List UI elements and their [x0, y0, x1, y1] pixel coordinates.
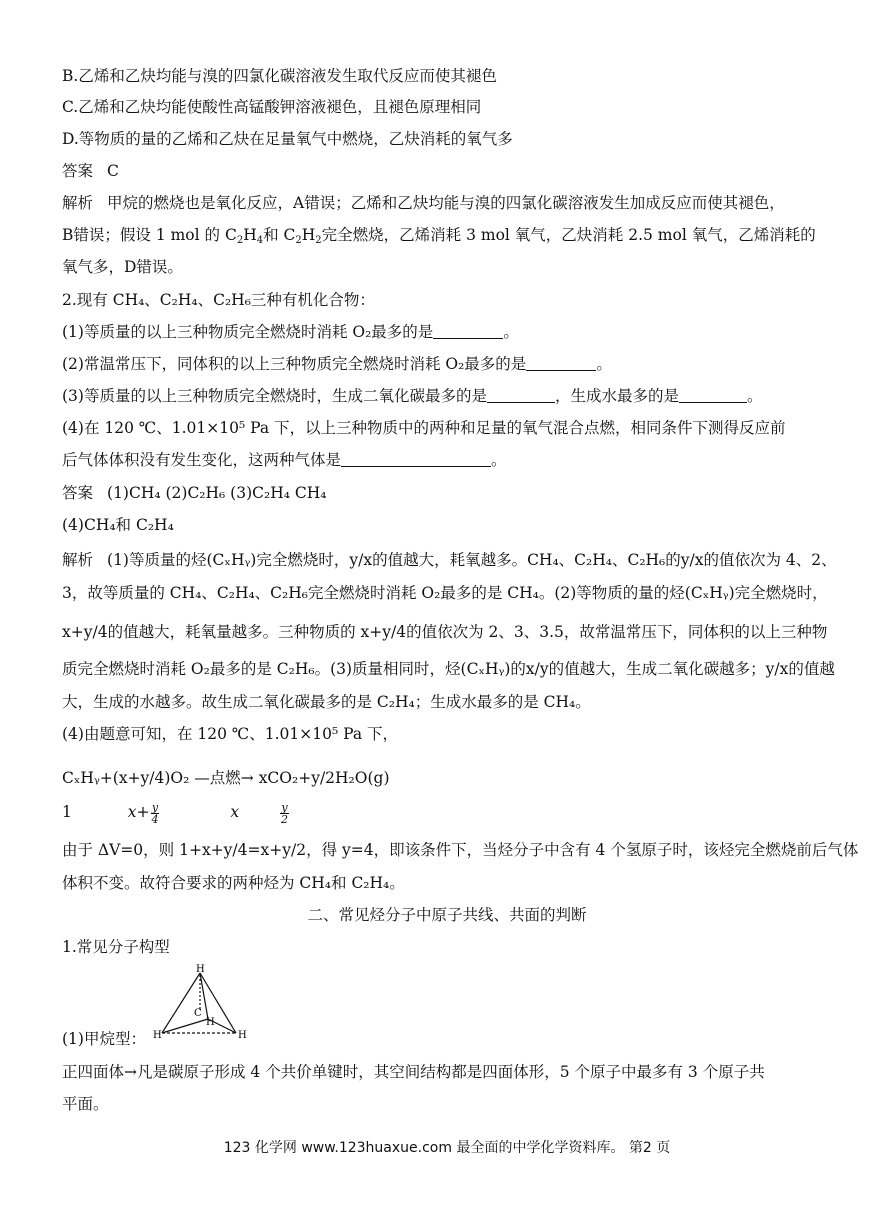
answer-value: (1)CH₄ (2)C₂H₆ (3)C₂H₄ CH₄: [107, 484, 327, 502]
q1-analysis-line-1: [62, 191, 836, 215]
q2-part-2: [62, 352, 836, 376]
analysis-text: 甲烷的燃烧也是氧化反应，A错误；乙烯和乙炔均能与溴的四氯化碳溶液发生加成反应而使其褪色，: [107, 194, 785, 212]
q1-analysis-line-2: B错误；假设 1 mol 的 $C_2H_4$和 $C_2H_2$完全燃烧，乙烯消耗 3 mol 氧气，乙炔消耗 2.5 mol 氧气，乙烯消耗的: [62, 226, 816, 246]
q2-answer-line-1: [62, 481, 836, 505]
q2-analysis-line-8: 体积不变。故符合要求的两种烃为 CH₄和 C₂H₄。: [62, 874, 405, 892]
period: 。: [596, 355, 612, 373]
period: 。: [746, 387, 763, 405]
q2-analysis-line-5: 大，生成的水越多。故生成二氧化碳最多的是 C₂H₄；生成水最多的是 CH₄。: [62, 693, 591, 711]
answer-value: C: [107, 162, 119, 180]
analysis-label: 解析: [62, 551, 94, 569]
answer-blank[interactable]: [487, 386, 555, 403]
q2-analysis-line-4: 质完全燃烧时消耗 O₂最多的是 C₂H₆。(3)质量相同时，烃(CₓHᵧ)的x/y的值越大，生成二氧化碳越多；y/x的值越: [62, 660, 835, 678]
subsection-title: 1.常见分子构型: [62, 938, 170, 956]
methane-desc-line-2: 平面。: [62, 1095, 109, 1113]
combustion-equation: CₓHᵧ+(x+y/4)O₂ —点燃→ xCO₂+y/2H₂O(g): [62, 769, 390, 787]
answer-blank[interactable]: [341, 450, 491, 467]
period: 。: [503, 323, 519, 341]
answer-label: 答案: [62, 162, 94, 180]
answer-blank[interactable]: [679, 386, 747, 403]
answer-label: 答案: [62, 484, 94, 502]
q2-answer-line-2: (4)CH₄和 C₂H₄: [62, 516, 174, 534]
atom-h: H: [206, 1017, 215, 1028]
analysis-fragment: 和 C: [263, 226, 296, 244]
page-footer: 123 化学网 www.123huaxue.com 最全面的中学化学资料库。 第2 页: [223, 1140, 671, 1156]
ratio-hydrocarbon: 1: [62, 803, 72, 821]
q2-stem: 2.现有 CH₄、C₂H₄、C₂H₆三种有机化合物：: [62, 291, 375, 309]
option-b: B.乙烯和乙炔均能与溴的四氯化碳溶液发生取代反应而使其褪色: [62, 67, 497, 85]
q2-analysis-line-6: (4)由题意可知，在 120 ℃、1.01×10⁵ Pa 下，: [62, 725, 398, 743]
question-text: (2)常温常压下，同体积的以上三种物质完全燃烧时消耗 O₂最多的是: [62, 355, 527, 373]
q2-analysis-line-7: 由于 ΔV=0，则 1+x+y/4=x+y/2，得 y=4，即该条件下，当烃分子中含有 4 个氢原子时，该烃完全燃烧前后气体: [62, 841, 859, 859]
ratio-row: 1 x+ $\frac{y}{4}$ x $\frac{y}{2}$: [62, 800, 288, 826]
analysis-fragment: H: [301, 226, 316, 244]
period: 。: [491, 451, 507, 469]
methane-desc-line-1: 正四面体→凡是碳原子形成 4 个共价单键时，其空间结构都是四面体形，5 个原子中最多有 3 个原子共: [62, 1063, 765, 1081]
question-text: (1)等质量的以上三种物质完全燃烧时消耗 O₂最多的是: [62, 323, 434, 341]
answer-blank[interactable]: [433, 322, 503, 339]
q2-analysis-line-3: x+y/4的值越大，耗氧量越多。三种物质的 x+y/4的值依次为 2、3、3.5，故常温常压下，同体积的以上三种物: [62, 623, 828, 641]
analysis-fragment: 完全燃烧，乙烯消耗 3 mol 氧气，乙炔消耗 2.5 mol 氧气，乙烯消耗的: [321, 226, 816, 244]
q2-part-1: [62, 320, 836, 344]
atom-c: C: [194, 1008, 202, 1019]
option-d: D.等物质的量的乙烯和乙炔在足量氧气中燃烧，乙炔消耗的氧气多: [62, 130, 513, 148]
q1-analysis-line-3: 氧气多，D错误。: [62, 258, 183, 276]
analysis-text: (1)等质量的烃(CₓHᵧ)完全燃烧时，y/x的值越大，耗氧越多。CH₄、C₂H₄、C₂H₆的y/x的值依次为 4、2、: [107, 551, 837, 569]
answer-blank[interactable]: [526, 354, 596, 371]
atom-h: H: [153, 1030, 162, 1041]
option-c: C.乙烯和乙炔均能使酸性高锰酸钾溶液褪色，且褪色原理相同: [62, 98, 482, 116]
section-title: 二、常见烃分子中原子共线、共面的判断: [307, 906, 587, 924]
q2-part-3: [62, 384, 836, 408]
fraction: $\frac{y}{4}$: [151, 800, 159, 826]
question-text: 后气体体积没有发生变化，这两种气体是: [62, 451, 342, 469]
analysis-fragment: H: [243, 226, 257, 244]
analysis-label: 解析: [62, 194, 94, 212]
q2-part-4-line-1: (4)在 120 ℃、1.01×10⁵ Pa 下，以上三种物质中的两种和足量的氧气混合点燃，相同条件下测得反应前: [62, 419, 786, 437]
analysis-fragment: B错误；假设 1 mol 的 C: [62, 226, 237, 244]
q1-answer: [62, 159, 836, 183]
atom-h: H: [196, 964, 205, 975]
q2-analysis-line-1: [62, 548, 836, 572]
question-text: (3)等质量的以上三种物质完全燃烧时，生成二氧化碳最多的是: [62, 387, 487, 405]
question-text: ，生成水最多的是: [554, 387, 679, 405]
methane-label: (1)甲烷型：: [62, 1030, 146, 1048]
q2-part-4-line-2: [62, 448, 836, 472]
ratio-co2: x: [230, 803, 240, 821]
ratio-water: $\frac{y}{2}$: [281, 800, 288, 826]
q2-analysis-line-2: 3，故等质量的 CH₄、C₂H₄、C₂H₆完全燃烧时消耗 O₂最多的是 CH₄。(2)等物质的量的烃(CₓHᵧ)完全燃烧时，: [62, 584, 828, 602]
atom-h: H: [238, 1030, 247, 1041]
